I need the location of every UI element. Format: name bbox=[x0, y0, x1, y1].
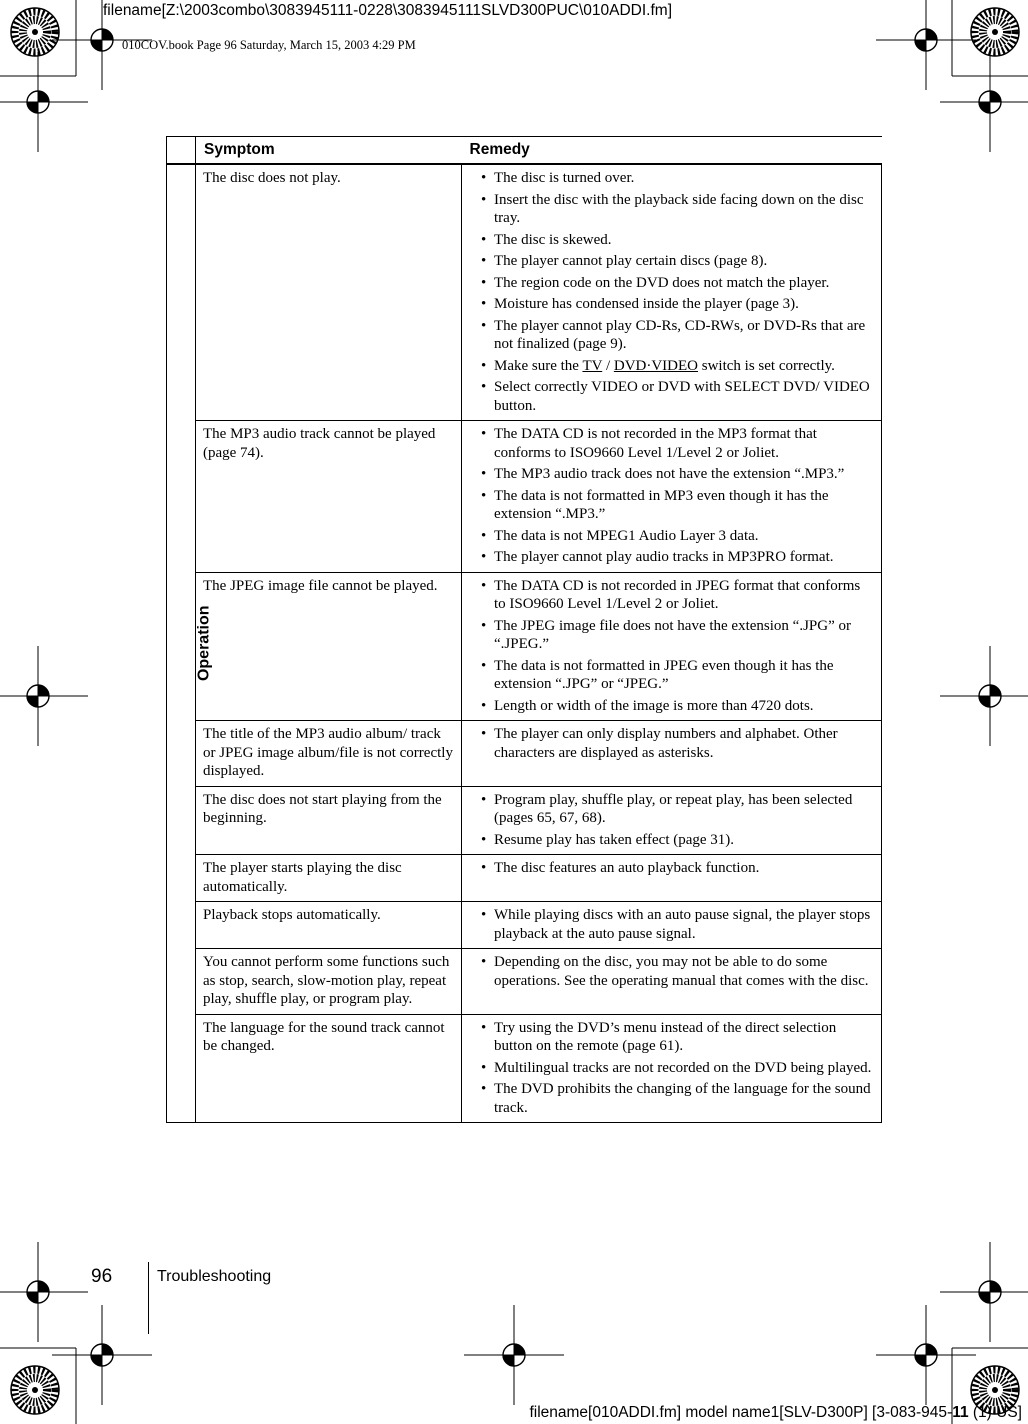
table-row bbox=[167, 855, 882, 902]
remedy-item: • Select correctly VIDEO or DVD with SELECT DVD/ VIDEO button. bbox=[469, 378, 873, 415]
remedy-item: • The player can only display numbers and alphabet. Other characters are displayed as asterisks. bbox=[469, 725, 873, 762]
table-row bbox=[167, 421, 882, 573]
category-cell bbox=[167, 164, 213, 1123]
footer-file-suffix: (1) US] bbox=[968, 1404, 1022, 1421]
remedy-item: • The data is not formatted in JPEG even though it has the extension “.JPG” or “JPEG.” bbox=[469, 657, 873, 694]
remedy-cell bbox=[462, 572, 882, 721]
remedy-list bbox=[469, 953, 873, 990]
remedy-cell bbox=[462, 1014, 882, 1123]
remedy-item-switch bbox=[469, 357, 873, 376]
symptom-cell: The MP3 audio track cannot be played (page 74). bbox=[196, 421, 462, 573]
remedy-item: • Depending on the disc, you may not be able to do some operations. See the operating manual that comes with the disc. bbox=[469, 953, 873, 990]
remedy-cell bbox=[462, 421, 882, 573]
table-row bbox=[167, 1014, 882, 1123]
remedy-item: • The DATA CD is not recorded in the MP3 format that conforms to ISO9660 Level 1/Level 2 or Joliet. bbox=[469, 425, 873, 462]
table-row bbox=[167, 164, 882, 421]
switch-suffix: switch is set correctly. bbox=[698, 357, 835, 374]
table-row bbox=[167, 572, 882, 721]
header-filename: filename[Z:\2003combo\3083945111-0228\3083945111SLVD300PUC\010ADDI.fm] bbox=[103, 2, 672, 19]
remedy-item: • The disc is turned over. bbox=[469, 169, 873, 188]
remedy-item: • Multilingual tracks are not recorded on the DVD being played. bbox=[469, 1059, 873, 1078]
remedy-list bbox=[469, 791, 873, 850]
switch-prefix: Make sure the bbox=[494, 357, 583, 374]
table-header-row bbox=[167, 137, 882, 165]
symptom-cell: Playback stops automatically. bbox=[196, 902, 462, 949]
switch-tv-label: TV bbox=[582, 357, 603, 374]
category-column-header bbox=[167, 137, 196, 165]
remedy-item: • While playing discs with an auto pause signal, the player stops playback at the auto pause signal. bbox=[469, 906, 873, 943]
symptom-cell: The player starts playing the disc automatically. bbox=[196, 855, 462, 902]
remedy-column-header: Remedy bbox=[462, 137, 882, 165]
remedy-item: • The disc is skewed. bbox=[469, 231, 873, 250]
footer-file-prefix: filename[010ADDI.fm] model name1[SLV-D300P] [3-083-945- bbox=[529, 1404, 953, 1421]
remedy-cell bbox=[462, 855, 882, 902]
table-row bbox=[167, 902, 882, 949]
remedy-item: • Insert the disc with the playback side facing down on the disc tray. bbox=[469, 191, 873, 228]
symptom-cell: The title of the MP3 audio album/ track or JPEG image album/file is not correctly displayed. bbox=[196, 721, 462, 787]
remedy-item: • The DVD prohibits the changing of the language for the sound track. bbox=[469, 1080, 873, 1117]
switch-dvd-label: DVD·VIDEO bbox=[613, 357, 699, 374]
header-book-info: 010COV.book Page 96 Saturday, March 15, 2003 4:29 PM bbox=[122, 38, 416, 52]
remedy-cell bbox=[462, 786, 882, 855]
symptom-cell: The disc does not start playing from the beginning. bbox=[196, 786, 462, 855]
remedy-cell bbox=[462, 902, 882, 949]
page-number: 96 bbox=[91, 1266, 113, 1287]
remedy-item: • The DATA CD is not recorded in JPEG format that conforms to ISO9660 Level 1/Level 2 or Joliet. bbox=[469, 577, 873, 614]
remedy-item: • The data is not formatted in MP3 even though it has the extension “.MP3.” bbox=[469, 487, 873, 524]
remedy-item: • The disc features an auto playback function. bbox=[469, 859, 873, 878]
symptom-cell: The JPEG image file cannot be played. bbox=[196, 572, 462, 721]
switch-separator: / bbox=[602, 357, 614, 374]
troubleshooting-table bbox=[166, 136, 882, 1123]
symptom-cell: The language for the sound track cannot be changed. bbox=[196, 1014, 462, 1123]
remedy-item: • Program play, shuffle play, or repeat play, has been selected (pages 65, 67, 68). bbox=[469, 791, 873, 828]
footer-filename bbox=[529, 1404, 1022, 1422]
remedy-item: • Try using the DVD’s menu instead of the direct selection button on the remote (page 61). bbox=[469, 1019, 873, 1056]
remedy-list bbox=[469, 906, 873, 943]
remedy-list bbox=[469, 425, 873, 567]
remedy-cell bbox=[462, 949, 882, 1015]
remedy-item: • The player cannot play audio tracks in MP3PRO format. bbox=[469, 548, 873, 567]
symptom-cell: You cannot perform some functions such as stop, search, slow-motion play, repeat play, shuffle play, or program play. bbox=[196, 949, 462, 1015]
remedy-cell bbox=[462, 164, 882, 421]
remedy-cell bbox=[462, 721, 882, 787]
remedy-list bbox=[469, 577, 873, 716]
remedy-item: • The region code on the DVD does not match the player. bbox=[469, 274, 873, 293]
remedy-list bbox=[469, 725, 873, 762]
table-row bbox=[167, 721, 882, 787]
remedy-item: • The JPEG image file does not have the extension “.JPG” or “.JPEG.” bbox=[469, 617, 873, 654]
remedy-item: • The player cannot play certain discs (page 8). bbox=[469, 252, 873, 271]
remedy-list bbox=[469, 169, 873, 415]
remedy-list bbox=[469, 859, 873, 878]
remedy-item: • Moisture has condensed inside the player (page 3). bbox=[469, 295, 873, 314]
category-label: Operation bbox=[195, 605, 213, 682]
symptom-cell: The disc does not play. bbox=[196, 164, 462, 421]
remedy-item: • Length or width of the image is more than 4720 dots. bbox=[469, 697, 873, 716]
footer-divider bbox=[148, 1262, 149, 1334]
remedy-item: • Resume play has taken effect (page 31). bbox=[469, 831, 873, 850]
section-title: Troubleshooting bbox=[157, 1268, 272, 1285]
remedy-item: • The MP3 audio track does not have the extension “.MP3.” bbox=[469, 465, 873, 484]
remedy-item: • The data is not MPEG1 Audio Layer 3 data. bbox=[469, 527, 873, 546]
remedy-list bbox=[469, 1019, 873, 1118]
table-row bbox=[167, 949, 882, 1015]
remedy-item: • The player cannot play CD-Rs, CD-RWs, or DVD-Rs that are not finalized (page 9). bbox=[469, 317, 873, 354]
symptom-column-header: Symptom bbox=[196, 137, 462, 165]
table-row bbox=[167, 786, 882, 855]
footer-file-bold: 11 bbox=[952, 1404, 969, 1421]
